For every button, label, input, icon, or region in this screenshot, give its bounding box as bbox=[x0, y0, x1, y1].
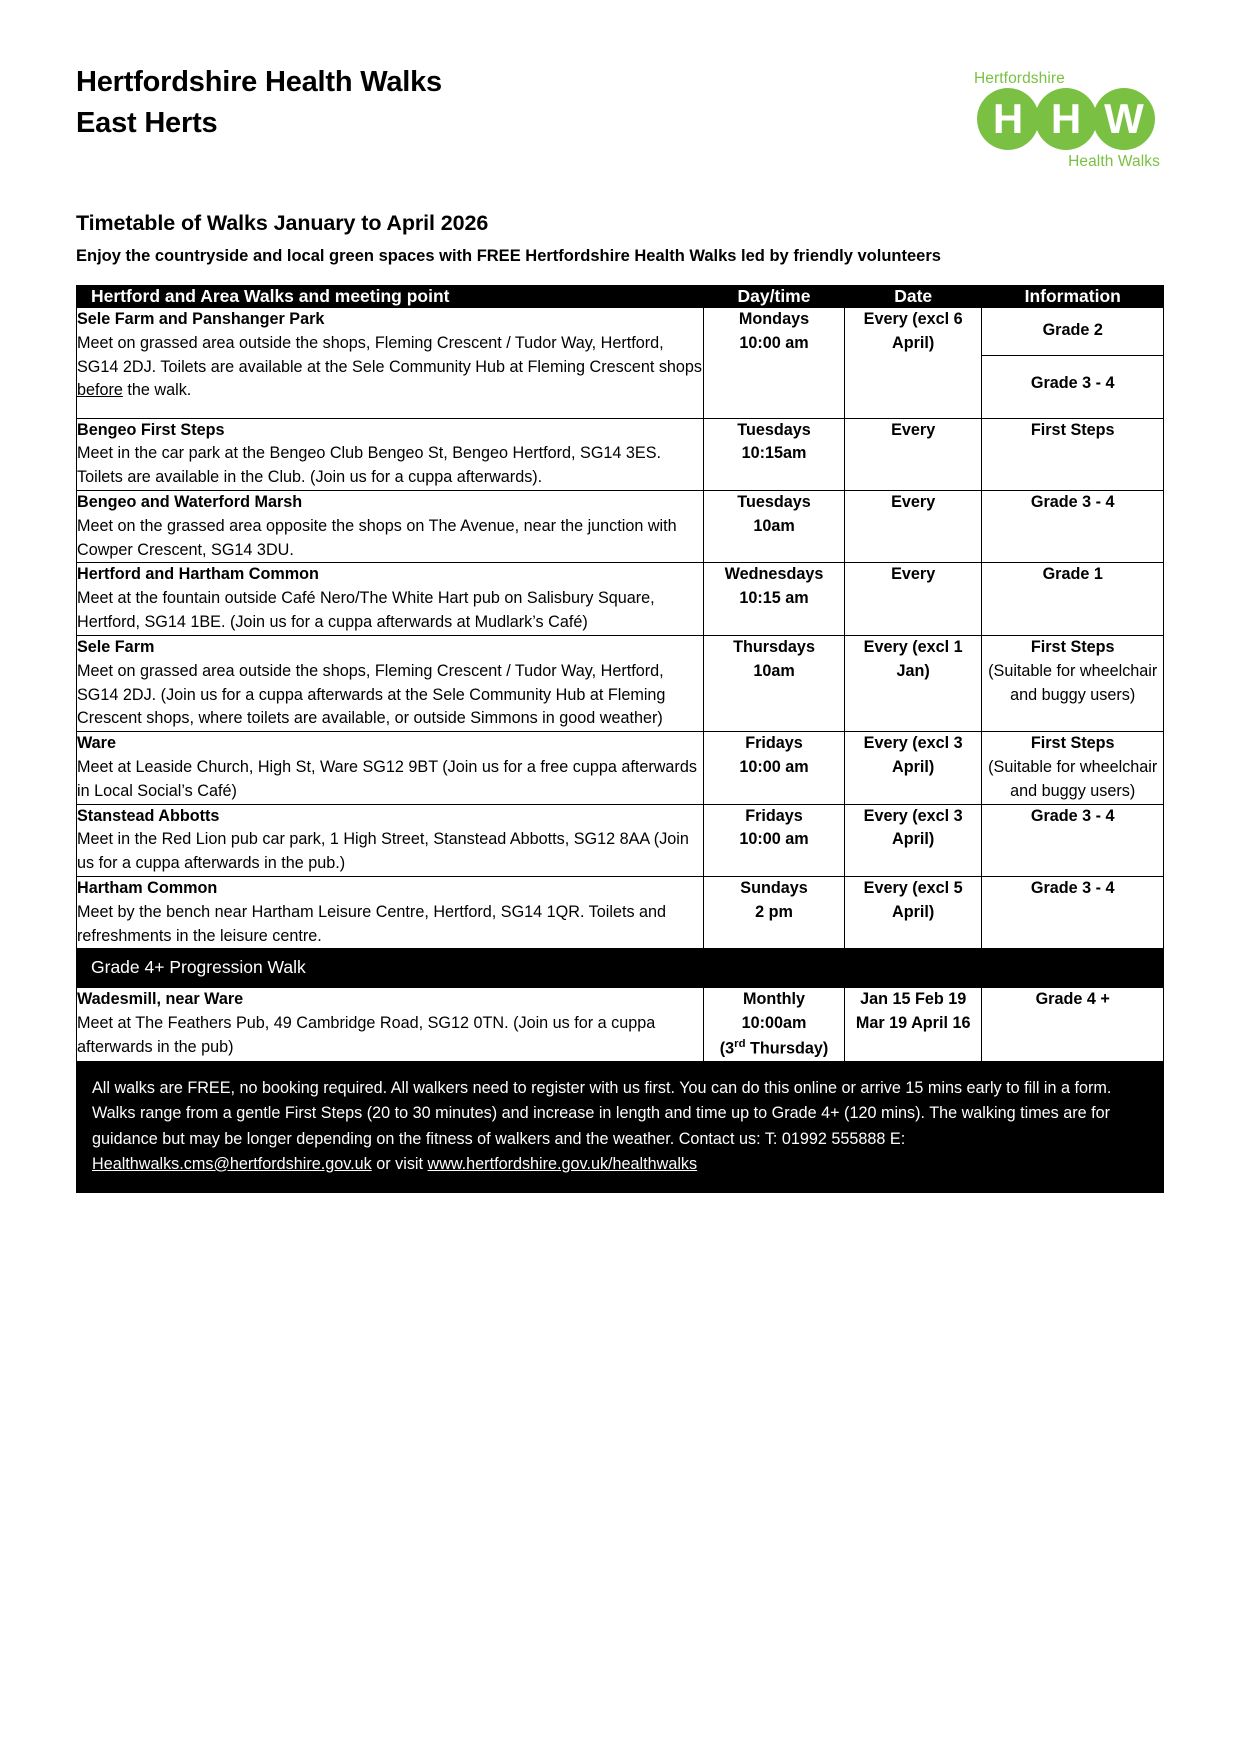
time-label: 10:00 am bbox=[739, 333, 809, 352]
date-apr: April 16 bbox=[911, 1014, 971, 1033]
org-title-line-2: East Herts bbox=[76, 107, 218, 140]
column-header-date: Date bbox=[844, 285, 982, 307]
info-grade-secondary: Grade 3 - 4 bbox=[982, 355, 1163, 418]
walk-description bbox=[77, 332, 703, 403]
logo-letter-w: W bbox=[1093, 88, 1155, 150]
walk-description: Meet at The Feathers Pub, 49 Cambridge Road, SG12 0TN. (Join us for a cuppa afterwards in the pub) bbox=[77, 1014, 656, 1057]
day-cell bbox=[704, 307, 845, 418]
info-grade: Grade 1 bbox=[1042, 565, 1103, 584]
info-cell bbox=[982, 307, 1164, 418]
walk-name: Bengeo First Steps bbox=[77, 420, 225, 439]
info-cell bbox=[982, 732, 1164, 804]
walk-description-pre: Meet on grassed area outside the shops, Fleming Crescent / Tudor Way, Hertford, SG14 2DJ. Toilets are available at the Sele Community Hub at Fleming Crescent shops bbox=[77, 333, 703, 376]
info-grade: Grade 3 - 4 bbox=[1030, 493, 1115, 512]
date-exclusion: (excl 3 April) bbox=[892, 734, 963, 776]
walk-cell bbox=[77, 988, 704, 1062]
date-cell bbox=[844, 635, 982, 731]
table-row bbox=[77, 563, 1164, 635]
walk-description: Meet in the car park at the Bengeo Club Bengeo St, Bengeo Hertford, SG14 3ES. Toilets are available in the Club. (Join us for a cuppa afterwards). bbox=[77, 444, 662, 487]
logo-top-text: Hertfordshire bbox=[974, 70, 1065, 87]
date-cell bbox=[844, 988, 982, 1062]
date-label: Every bbox=[863, 879, 908, 898]
walk-name: Hertford and Hartham Common bbox=[77, 565, 319, 584]
info-grade: First Steps bbox=[1030, 637, 1115, 656]
walk-description: Meet on grassed area outside the shops, Fleming Crescent / Tudor Way, Hertford, SG14 2DJ. (Join us for a cuppa afterwards at the Sele Community Hub at Fleming Crescent shops, where toilets are available, or outside Simmons in good weather) bbox=[77, 661, 666, 728]
walk-cell bbox=[77, 563, 704, 635]
walk-cell bbox=[77, 307, 704, 418]
info-grade-primary: Grade 2 bbox=[1042, 320, 1103, 339]
day-cell bbox=[704, 563, 845, 635]
table-row bbox=[77, 418, 1164, 490]
footer-note bbox=[76, 1062, 1164, 1192]
day-ordinal-post: Thursday) bbox=[745, 1039, 829, 1058]
hhw-logo bbox=[968, 62, 1164, 171]
day-label: Mondays bbox=[738, 309, 810, 328]
table-header-row bbox=[77, 285, 1164, 307]
info-grade: First Steps bbox=[1030, 734, 1115, 753]
info-note: (Suitable for wheelchair and buggy users) bbox=[988, 661, 1158, 704]
date-cell bbox=[844, 877, 982, 949]
time-label: 10am bbox=[753, 516, 795, 535]
table-row bbox=[77, 732, 1164, 804]
table-row bbox=[77, 804, 1164, 876]
column-header-day: Day/time bbox=[704, 285, 845, 307]
walk-name: Hartham Common bbox=[77, 879, 218, 898]
date-exclusion: (excl 1 Jan) bbox=[896, 637, 963, 680]
logo-letter-h2: H bbox=[1035, 88, 1097, 150]
walk-name: Stanstead Abbotts bbox=[77, 806, 220, 825]
date-exclusion: (excl 6 April) bbox=[892, 309, 963, 352]
date-label: Every bbox=[863, 309, 908, 328]
day-ordinal-pre: (3 bbox=[719, 1039, 735, 1058]
organisation-title bbox=[76, 62, 442, 144]
info-grade: Grade 3 - 4 bbox=[1030, 879, 1115, 898]
footer-text-pre: All walks are FREE, no booking required. All walkers need to register with us first. You can do this online or arrive 15 mins early to fill in a form. Walks range from a gentle First Steps (20 to 30 minutes) and increase in length and time up to Grade 4+ (120 mins). The walking times are for guidance but may be longer depending on the fitness of walkers and the weather. Contact us: T: 01992 555888 E: bbox=[92, 1079, 1112, 1148]
walk-description: Meet at the fountain outside Café Nero/The White Hart pub on Salisbury Square, Hertford, SG14 1BE. (Join us for a cuppa afterwards at Mudlark’s Café) bbox=[77, 589, 655, 632]
day-ordinal-suffix: rd bbox=[734, 1038, 746, 1051]
logo-letter-h1: H bbox=[977, 88, 1039, 150]
info-cell bbox=[982, 418, 1164, 490]
walk-description: Meet at Leaside Church, High St, Ware SG12 9BT (Join us for a free cuppa afterwards in Local Social’s Café) bbox=[77, 757, 697, 800]
walk-description: Meet in the Red Lion pub car park, 1 High Street, Stanstead Abbotts, SG12 8AA (Join us for a cuppa afterwards in the pub.) bbox=[77, 830, 689, 873]
day-label: Tuesdays bbox=[737, 420, 811, 439]
walk-cell bbox=[77, 732, 704, 804]
info-cell bbox=[982, 491, 1164, 563]
date-label: Every bbox=[863, 637, 908, 656]
day-label: Monthly bbox=[742, 990, 806, 1009]
walk-name: Wadesmill, near Ware bbox=[77, 990, 244, 1009]
table-row bbox=[77, 988, 1164, 1062]
walks-timetable bbox=[76, 285, 1164, 1062]
day-label: Thursdays bbox=[733, 637, 815, 656]
info-grade: Grade 3 - 4 bbox=[1030, 806, 1115, 825]
date-cell bbox=[844, 563, 982, 635]
day-cell bbox=[704, 418, 845, 490]
column-header-walk: Hertford and Area Walks and meeting point bbox=[77, 285, 704, 307]
footer-website-link[interactable]: www.hertfordshire.gov.uk/healthwalks bbox=[427, 1154, 698, 1173]
walk-description: Meet on the grassed area opposite the shops on The Avenue, near the junction with Cowper Crescent, SG14 3DU. bbox=[77, 516, 677, 559]
day-cell bbox=[704, 804, 845, 876]
info-cell bbox=[982, 635, 1164, 731]
walk-description-emphasis: before bbox=[77, 381, 123, 400]
date-label: Every bbox=[891, 420, 936, 439]
day-cell bbox=[704, 635, 845, 731]
info-cell bbox=[982, 563, 1164, 635]
table-row bbox=[77, 491, 1164, 563]
date-cell bbox=[844, 307, 982, 418]
walk-cell bbox=[77, 491, 704, 563]
footer-email-link[interactable]: Healthwalks.cms@hertfordshire.gov.uk bbox=[92, 1154, 372, 1173]
date-feb: Feb 19 bbox=[914, 990, 967, 1009]
time-label: 10:00 am bbox=[739, 757, 809, 776]
date-cell bbox=[844, 491, 982, 563]
date-cell bbox=[844, 804, 982, 876]
day-label: Wednesdays bbox=[724, 565, 824, 584]
day-label: Fridays bbox=[745, 734, 803, 753]
date-cell bbox=[844, 732, 982, 804]
date-cell bbox=[844, 418, 982, 490]
walk-description: Meet by the bench near Hartham Leisure Centre, Hertford, SG14 1QR. Toilets and refreshments in the leisure centre. bbox=[77, 902, 667, 945]
date-label: Every bbox=[863, 734, 908, 753]
org-title-line-1: Hertfordshire Health Walks bbox=[76, 66, 442, 98]
walk-name: Sele Farm and Panshanger Park bbox=[77, 309, 325, 328]
walk-name: Bengeo and Waterford Marsh bbox=[77, 493, 303, 512]
table-row bbox=[77, 877, 1164, 949]
info-cell bbox=[982, 804, 1164, 876]
day-label: Sundays bbox=[740, 879, 808, 898]
day-cell bbox=[704, 988, 845, 1062]
time-label: 10:15 am bbox=[739, 589, 809, 608]
footer-text-mid: or visit bbox=[371, 1154, 428, 1173]
date-exclusion: (excl 3 April) bbox=[892, 806, 963, 849]
logo-circles bbox=[968, 88, 1164, 150]
walk-cell bbox=[77, 877, 704, 949]
walk-name: Sele Farm bbox=[77, 637, 155, 656]
section-band-row bbox=[77, 949, 1164, 988]
table-row bbox=[77, 635, 1164, 731]
page-subtitle: Enjoy the countryside and local green spaces with FREE Hertfordshire Health Walks led by friendly volunteers bbox=[76, 247, 941, 266]
info-cell bbox=[982, 877, 1164, 949]
date-mar: Mar 19 bbox=[855, 1014, 908, 1033]
info-grade: Grade 4 + bbox=[1035, 990, 1110, 1009]
time-label: 2 pm bbox=[755, 902, 793, 921]
walk-cell bbox=[77, 418, 704, 490]
section-label: Grade 4+ Progression Walk bbox=[77, 949, 1164, 988]
info-cell bbox=[982, 988, 1164, 1062]
date-label: Every bbox=[891, 493, 936, 512]
day-ordinal-note bbox=[704, 1036, 844, 1061]
walk-description-post: the walk. bbox=[122, 381, 192, 400]
day-cell bbox=[704, 877, 845, 949]
time-label: 10am bbox=[753, 661, 795, 680]
column-header-info: Information bbox=[982, 285, 1164, 307]
info-note: (Suitable for wheelchair and buggy users) bbox=[988, 757, 1158, 800]
day-label: Fridays bbox=[745, 806, 803, 825]
walk-name: Ware bbox=[77, 734, 116, 753]
date-jan: Jan 15 bbox=[860, 990, 911, 1009]
date-exclusion: (excl 5 April) bbox=[892, 879, 963, 921]
walk-cell bbox=[77, 804, 704, 876]
date-label: Every bbox=[891, 565, 936, 584]
info-grade: First Steps bbox=[1030, 420, 1115, 439]
masthead bbox=[76, 62, 1164, 171]
day-label: Tuesdays bbox=[737, 493, 811, 512]
walk-cell bbox=[77, 635, 704, 731]
table-row bbox=[77, 307, 1164, 418]
time-label: 10:00 am bbox=[739, 830, 809, 849]
day-cell bbox=[704, 732, 845, 804]
date-label: Every bbox=[863, 806, 908, 825]
day-cell bbox=[704, 491, 845, 563]
logo-bottom-text: Health Walks bbox=[1068, 153, 1160, 171]
time-label: 10:15am bbox=[741, 444, 807, 463]
time-label: 10:00am bbox=[741, 1014, 807, 1033]
page-title: Timetable of Walks January to April 2026 bbox=[76, 211, 489, 236]
